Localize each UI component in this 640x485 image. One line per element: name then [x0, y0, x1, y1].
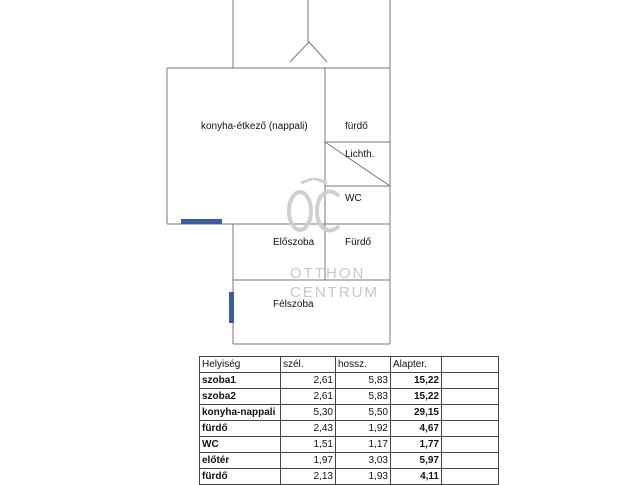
table-row: [200, 389, 499, 405]
label-kitchen: konyha-étkező (nappali): [201, 121, 308, 132]
label-wc: WC: [345, 193, 362, 204]
width-cell: 1,97: [281, 453, 336, 469]
header-empty: [442, 357, 499, 373]
empty-cell: [442, 453, 499, 469]
room-name-cell: szoba1: [200, 373, 281, 389]
room-name-cell: fürdő: [200, 469, 281, 485]
length-cell: 5,50: [336, 405, 391, 421]
room-name-cell: konyha-nappali: [200, 405, 281, 421]
room-area-table: [199, 356, 499, 485]
table-row: [200, 469, 499, 485]
entrance-arrow: [290, 42, 327, 62]
width-cell: 2,13: [281, 469, 336, 485]
empty-cell: [442, 437, 499, 453]
header-width: szél.: [281, 357, 336, 373]
table-row: [200, 437, 499, 453]
table-row: [200, 373, 499, 389]
width-cell: 2,61: [281, 373, 336, 389]
watermark-line1: OTTHON: [290, 265, 366, 282]
width-cell: 1,51: [281, 437, 336, 453]
empty-cell: [442, 469, 499, 485]
room-name-cell: szoba2: [200, 389, 281, 405]
room-name-cell: előtér: [200, 453, 281, 469]
width-cell: 2,61: [281, 389, 336, 405]
length-cell: 1,17: [336, 437, 391, 453]
area-cell: 5,97: [391, 453, 442, 469]
empty-cell: [442, 373, 499, 389]
door-marker-horizontal: [181, 219, 222, 224]
area-cell: 15,22: [391, 373, 442, 389]
header-length: hossz.: [336, 357, 391, 373]
table-row: [200, 453, 499, 469]
label-hall: Előszoba: [273, 237, 315, 248]
table-header-row: [200, 357, 499, 373]
empty-cell: [442, 405, 499, 421]
door-marker-vertical: [229, 292, 234, 323]
area-cell: 15,22: [391, 389, 442, 405]
label-half-room: Félszoba: [273, 299, 314, 310]
area-cell: 4,11: [391, 469, 442, 485]
length-cell: 1,92: [336, 421, 391, 437]
area-cell: 1,77: [391, 437, 442, 453]
label-light-shaft: Lichth.: [345, 149, 375, 160]
table-row: [200, 405, 499, 421]
header-room: Helyiség: [200, 357, 281, 373]
watermark-line2: CENTRUM: [290, 284, 379, 301]
label-bathroom-1: fürdő: [345, 121, 368, 132]
length-cell: 3,03: [336, 453, 391, 469]
label-bathroom-2: Fürdő: [345, 237, 372, 248]
room-name-cell: WC: [200, 437, 281, 453]
empty-cell: [442, 389, 499, 405]
width-cell: 2,43: [281, 421, 336, 437]
area-cell: 29,15: [391, 405, 442, 421]
length-cell: 1,93: [336, 469, 391, 485]
room-name-cell: fürdő: [200, 421, 281, 437]
length-cell: 5,83: [336, 389, 391, 405]
header-area: Alapter.: [391, 357, 442, 373]
otthon-centrum-logo-watermark: [283, 178, 345, 238]
length-cell: 5,83: [336, 373, 391, 389]
width-cell: 5,30: [281, 405, 336, 421]
area-cell: 4,67: [391, 421, 442, 437]
table-row: [200, 421, 499, 437]
empty-cell: [442, 421, 499, 437]
